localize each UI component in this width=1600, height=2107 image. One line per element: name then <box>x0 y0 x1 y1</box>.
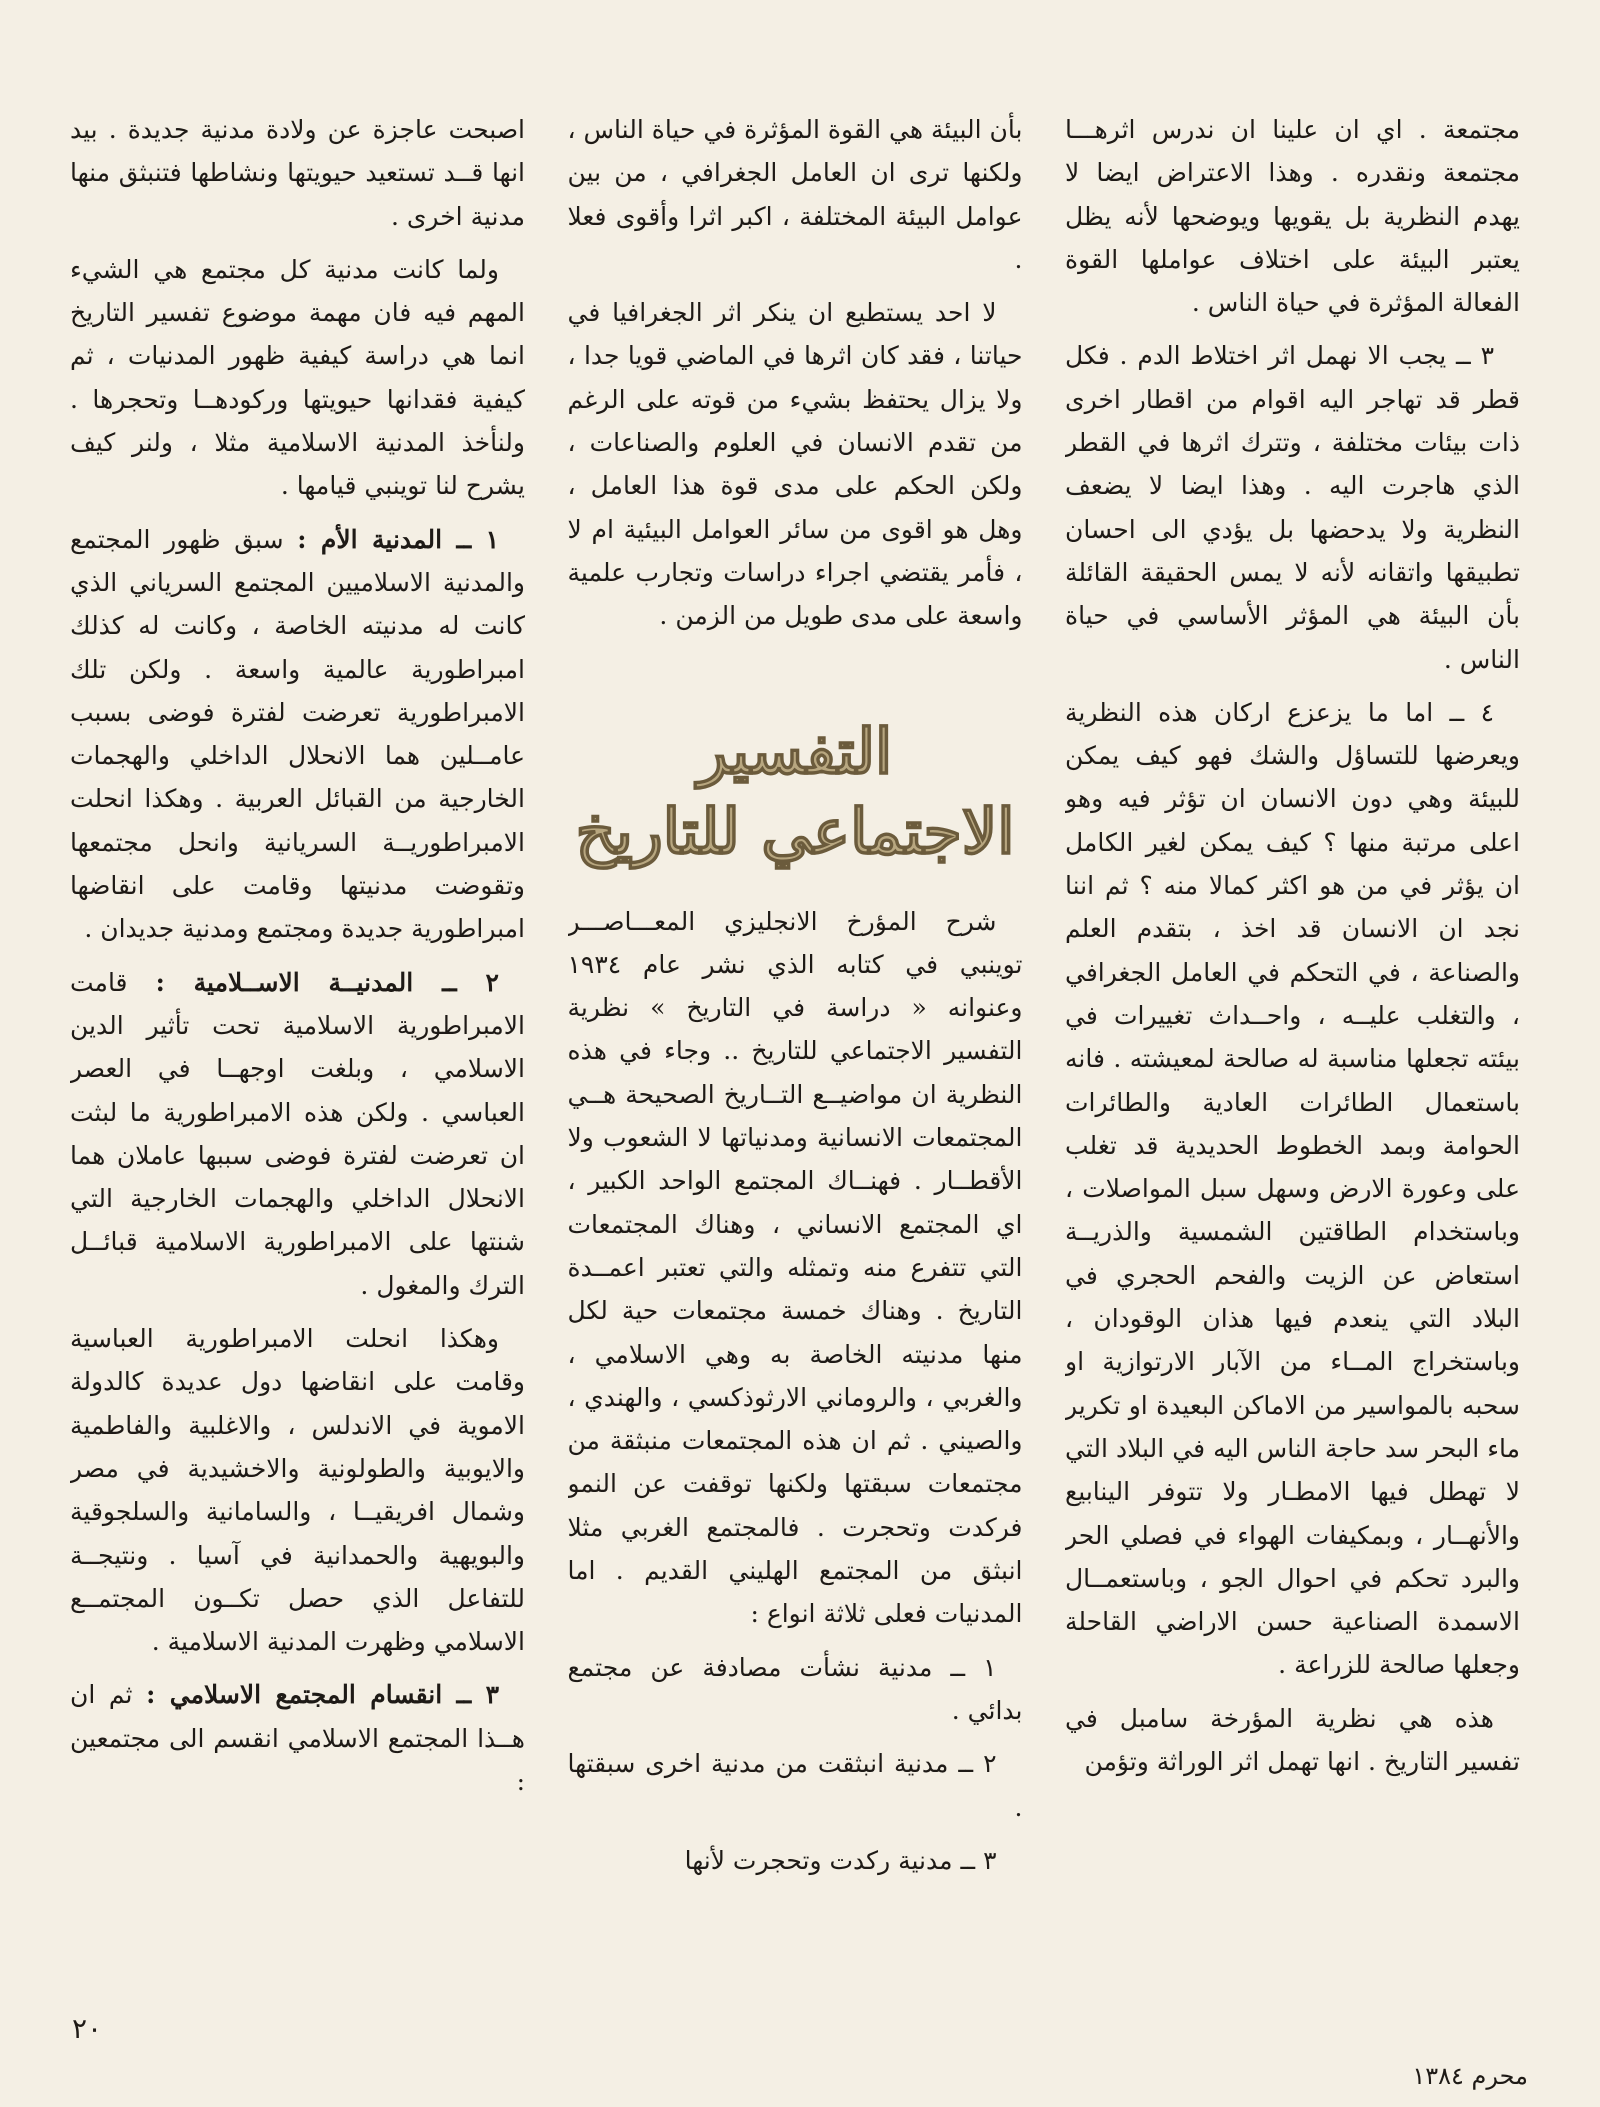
paragraph: هذه هي نظرية المؤرخة سامبل في تفسير التاريخ . انها تهمل اثر الوراثة وتؤمن <box>1065 1703 1520 1776</box>
article-title-block <box>568 706 1023 878</box>
paragraph: ٤ ــ اما ما يزعزع اركان هذه النظرية ويعرضها للتساؤل والشك فهو كيف يمكن للبيئة وهي دون الانسان ان تؤثر فيه وهو اعلى مرتبة منها ؟ كيف يمكن لغير الكامل ان يؤثر في من هو اكثر كمالا منه ؟ ثم اننا نجد ان الانسان قد اخذ ، بتقدم العلم والصناعة ، في التحكم في العامل الجغرافي ، والتغلب عليــه ، واحــداث تغييرات في بيئته تجعلها مناسبة له صالحة لمعيشته . فانه باستعمال الطائرات العادية والطائرات الحوامة وبمد الخطوط الحديدية قد تغلب على وعورة الارض وسهل سبل المواصلات ، وباستخدام الطاقتين الشمسية والذريــة استعاض عن الزيت والفحم الحجري في البلاد التي ينعدم فيها هذان الوقودان ، وباستخراج المــاء من الآبار الارتوازية او سحبه بالمواسير من الاماكن البعيدة او تكرير ماء البحر سد حاجة الناس اليه في البلاد التي لا تهطل فيها الامطـار ولا تتوفر الينابيع والأنهــار ، وبمكيفات الهواء في فصلي الحر والبرد تحكم في احوال الجو ، وباستعمــال الاسمدة الصناعية حسن الاراضي القاحلة وجعلها صالحة للزراعة . <box>1065 697 1520 1680</box>
paragraph: بأن البيئة هي القوة المؤثرة في حياة الناس ، ولكنها ترى ان العامل الجغرافي ، من بين عوامل البيئة المختلفة ، اكبر اثرا وأقوى فعلا . <box>567 115 1023 274</box>
section-body: سبق ظهور المجتمع والمدنية الاسلاميين المجتمع السرياني الذي كانت له مدنيته الخاصة ، وكانت له كذلك امبراطورية عالمية واسعة . ولكن تلك الامبراطورية تعرضت لفترة فوضى بسبب عامــلين هما الانحلال الداخلي والهجمات الخارجية من القبائل العربية . وهكذا انحلت الامبراطوريــة السريانية وانحل مجتمعها وتقوضت مدنيتها وقامت على انقاضها امبراطورية جديدة ومجتمع ومدنية جديدان . <box>70 524 525 944</box>
list-item: ٢ ــ مدنية انبثقت من مدنية اخرى سبقتها . <box>567 1749 1023 1822</box>
paragraph: لا احد يستطيع ان ينكر اثر الجغرافيا في حياتنا ، فقد كان اثرها في الماضي قويا جدا ، ولا يزال يحتفظ بشيء من قوته على الرغم من تقدم الانسان في العلوم والصناعات ، ولكن الحكم على مدى قوة هذا العامل ، وهل هو اقوى من سائر العوامل البيئية ام لا ، فأمر يقتضي اجراء دراسات وتجارب علمية واسعة على مدى طويل من الزمن . <box>567 298 1023 631</box>
paragraph: وهكذا انحلت الامبراطورية العباسية وقامت على انقاضها دول عديدة كالدولة الاموية في الاندلس ، والاغلبية والفاطمية والايوبية والطولونية والاخشيدية في مصر وشمال افريقيــا ، والسامانية والسلجوقية والبويهية والحمدانية في آسيا . ونتيجــة للتفاعل الذي حصل تكــون المجتمــع الاسلامي وظهرت المدنية الاسلامية . <box>70 1324 525 1657</box>
column-right <box>1065 108 1520 1988</box>
paragraph: ٣ ــ يجب الا نهمل اثر اختلاط الدم . فكل قطر قد تهاجر اليه اقوام من اقطار اخرى ذات بيئات مختلفة ، وتترك اثرها في القطر الذي هاجرت اليه . وهذا ايضا لا يضعف النظرية ولا يدحضها بل يؤدي الى احسان تطبيقها واتقانه لأنه لا يمس الحقيقة القائلة بأن البيئة هي المؤثر الأساسي في حياة الناس . <box>1065 341 1520 674</box>
paragraph: مجتمعة . اي ان علينا ان ندرس اثرهـــا مجتمعة ونقدره . وهذا الاعتراض ايضا لا يهدم النظرية بل يقويها ويوضحها لأنه يظل يعتبر البيئة على اختلاف عواملها القوة الفعالة المؤثرة في حياة الناس . <box>1065 115 1520 318</box>
section-body: ثم ان هــذا المجتمع الاسلامي انقسم الى مجتمعين : <box>70 1680 525 1796</box>
section-heading: ١ ــ المدنية الأم : <box>297 524 500 554</box>
paragraph: شرح المؤرخ الانجليزي المعـــاصـــر توينبي في كتابه الذي نشر عام ١٩٣٤ وعنوانه « دراسة في التاريخ » نظرية التفسير الاجتماعي للتاريخ .. وجاء في هذه النظرية ان مواضيــع التــاريخ الصحيحة هــي المجتمعات الانسانية ومدنياتها لا الشعوب ولا الأقطــار . فهنــاك المجتمع الواحد الكبير ، اي المجتمع الانساني ، وهناك المجتمعات التي تتفرع منه وتمثله والتي تعتبر اعمــدة التاريخ . وهناك خمسة مجتمعات حية لكل منها مدنيته الخاصة به وهي الاسلامي ، والغربي ، والروماني الارثوذكسي ، والهندي ، والصيني . ثم ان هذه المجتمعات منبثقة من مجتمعات سبقتها ولكنها توقفت عن النمو فركدت وتحجرت . فالمجتمع الغربي مثلا انبثق من المجتمع الهليني القديم . اما المدنيات فعلى ثلاثة انواع : <box>567 906 1023 1629</box>
column-middle <box>568 108 1023 1988</box>
article-columns <box>70 108 1520 1988</box>
list-item: ١ ــ مدنية نشأت مصادفة عن مجتمع بدائي . <box>567 1652 1023 1725</box>
section-body: قامت الامبراطورية الاسلامية تحت تأثير الدين الاسلامي ، وبلغت اوجهــا في العصر العباسي . ولكن هذه الامبراطورية ما لبثت ان تعرضت لفترة فوضى سببها عاملان هما الانحلال الداخلي والهجمات الخارجية التي شنتها على الامبراطورية الاسلامية قبائــل الترك والمغول . <box>70 967 525 1300</box>
issue-date: محرم ١٣٨٤ <box>1412 2062 1528 2090</box>
section-heading: ٢ ــ المدنيــة الاســلامية : <box>155 967 499 997</box>
section-paragraph <box>70 518 525 951</box>
section-paragraph <box>70 961 525 1307</box>
paragraph: اصبحت عاجزة عن ولادة مدنية جديدة . بيد انها قــد تستعيد حيويتها ونشاطها فتنبثق منها مدنية اخرى . <box>70 115 525 231</box>
paragraph: ولما كانت مدنية كل مجتمع هي الشيء المهم فيه فان مهمة موضوع تفسير التاريخ انما هي دراسة كيفية ظهور المدنيات ، ثم كيفية فقدانها حيويتها وركودهــا وتحجرها . ولنأخذ المدنية الاسلامية مثلا ، ولنر كيف يشرح لنا توينبي قيامها . <box>70 254 525 501</box>
section-heading: ٣ ــ انقسام المجتمع الاسلامي : <box>146 1680 499 1710</box>
column-left <box>70 108 525 1988</box>
list-item: ٣ ــ مدنية ركدت وتحجرت لأنها <box>684 1845 997 1875</box>
article-title: التفسير الاجتماعي للتاريخ <box>575 714 1015 868</box>
section-paragraph <box>70 1673 525 1803</box>
page-number: ٢٠ <box>72 2012 103 2045</box>
